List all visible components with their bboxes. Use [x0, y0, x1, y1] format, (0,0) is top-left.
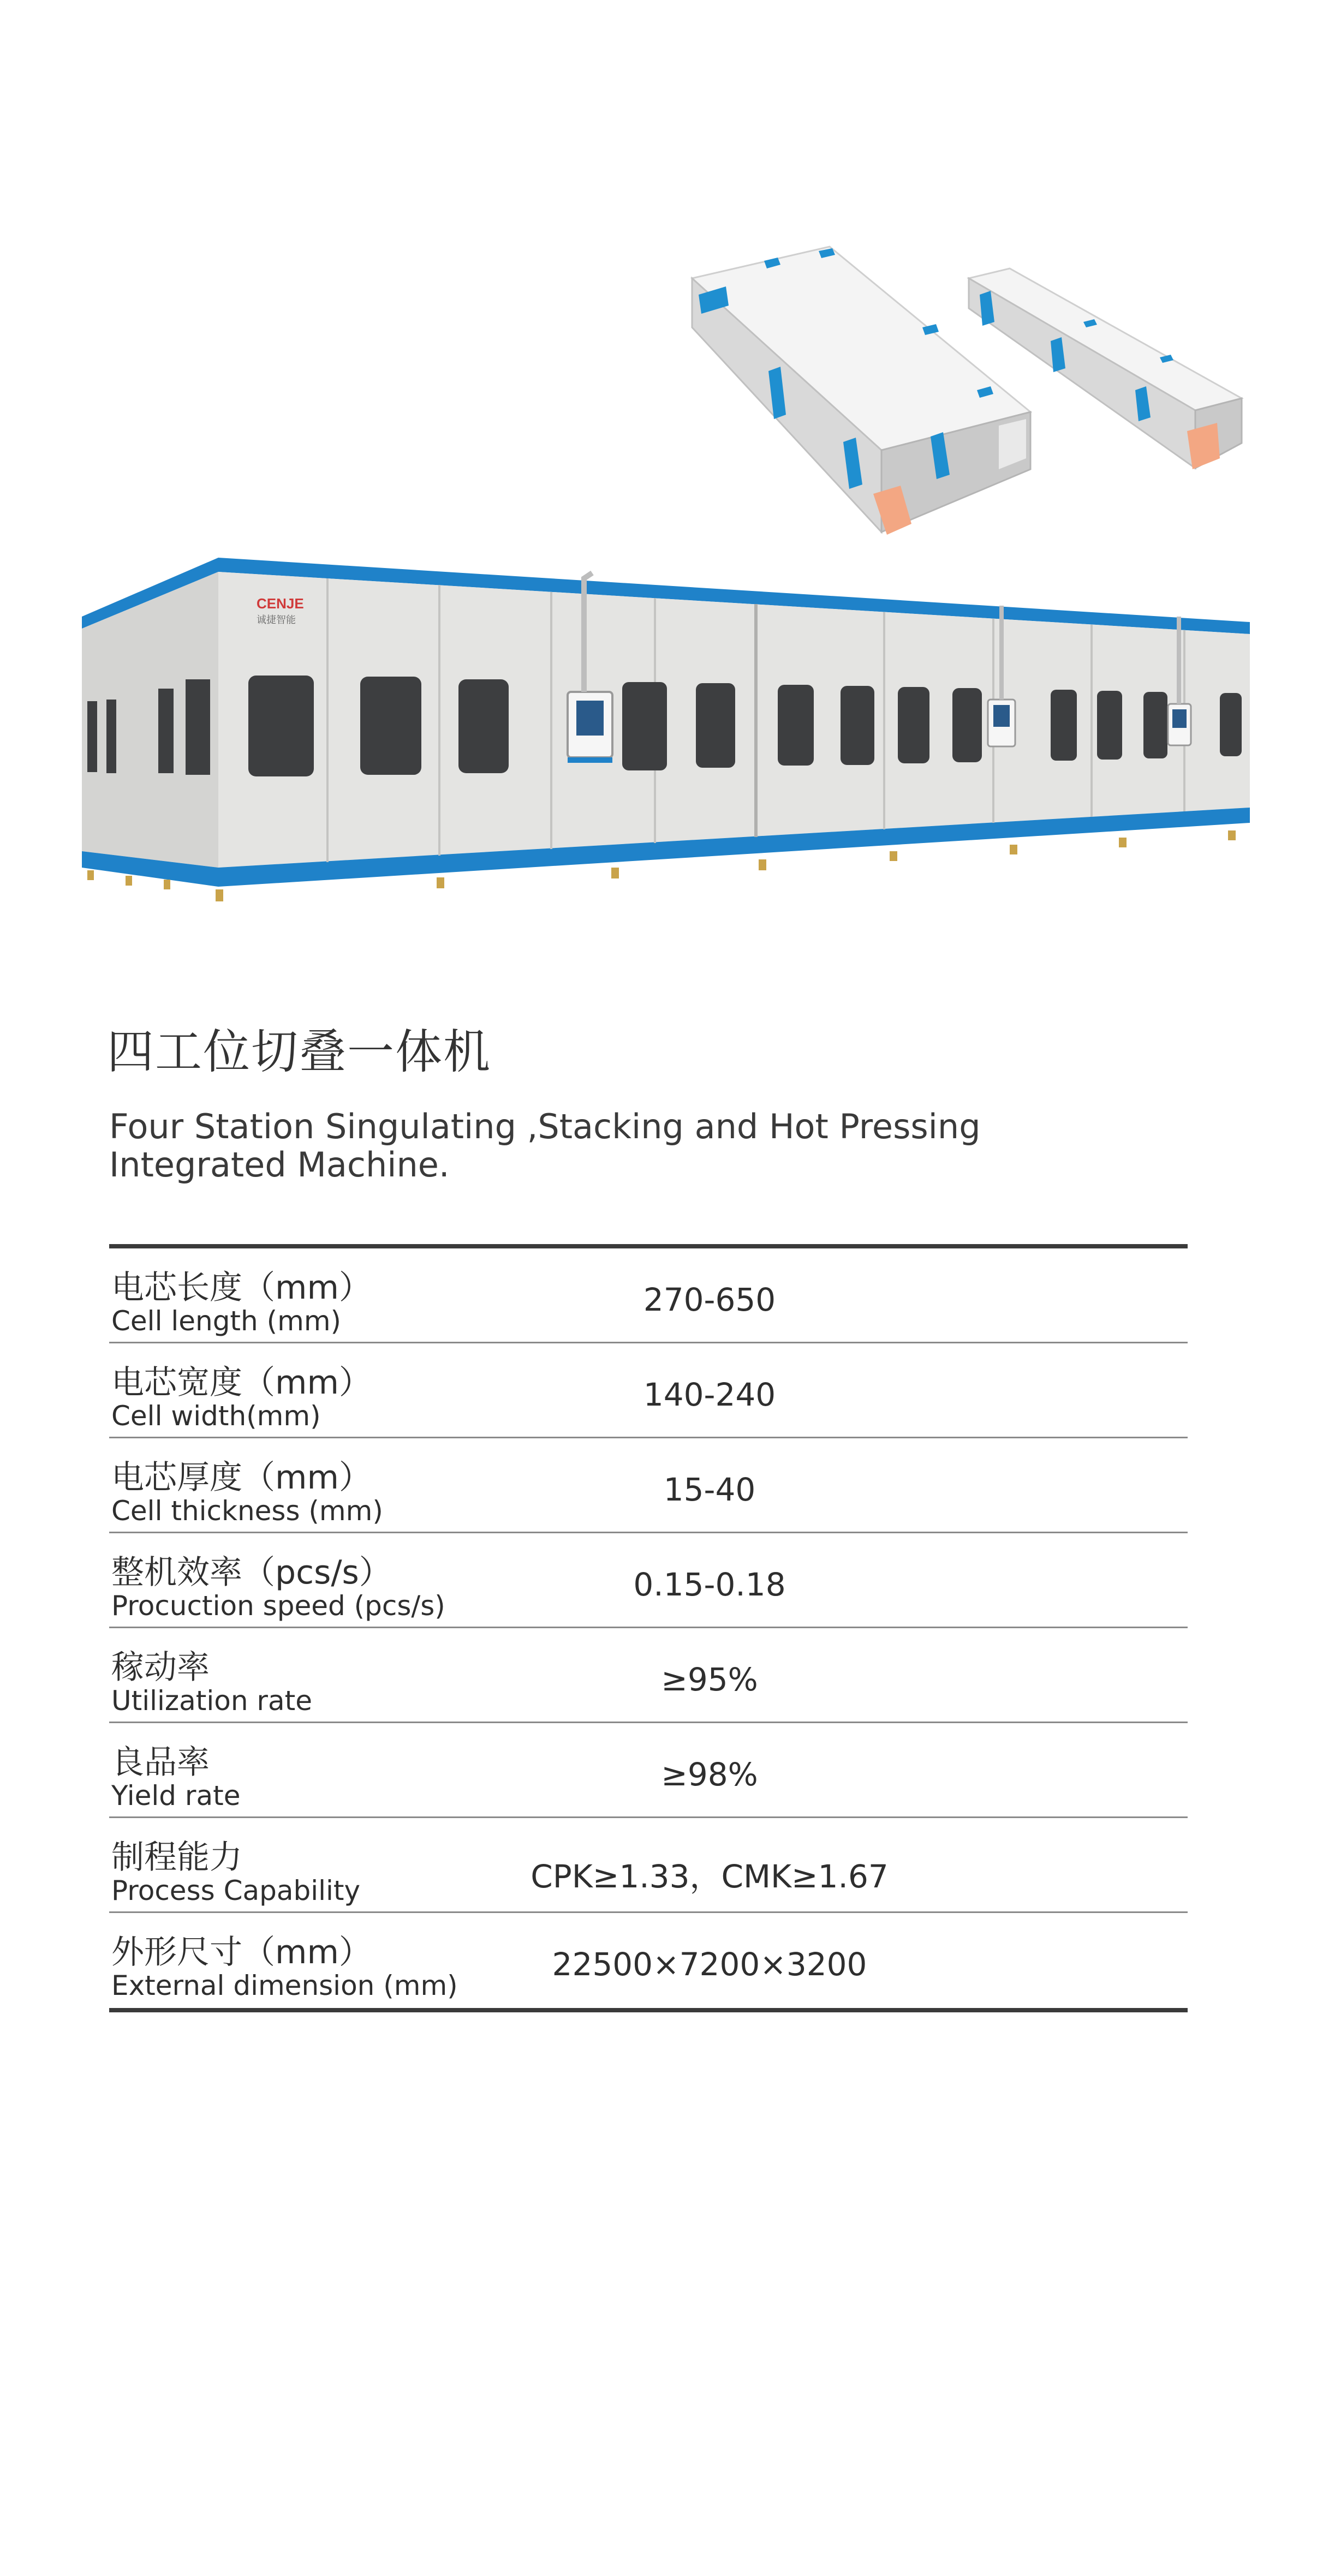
spec-label-en: Utilization rate	[111, 1685, 312, 1717]
spec-row-cell-length	[109, 1248, 1188, 1343]
machine-illustration	[0, 0, 1335, 955]
spec-value: 0.15-0.18	[633, 1566, 786, 1603]
brand-sub: 诚捷智能	[257, 614, 296, 626]
product-title-en-line2: Integrated Machine.	[109, 1145, 450, 1185]
spec-label-en: Procuction speed (pcs/s)	[111, 1590, 445, 1622]
brand-logo: CENJE	[257, 595, 304, 612]
spec-label-cn: 电芯长度（mm）	[111, 1269, 372, 1307]
spec-row-yield-rate	[109, 1723, 1188, 1818]
product-title-cn: 四工位切叠一体机	[107, 1025, 491, 1079]
spec-label-cn: 电芯宽度（mm）	[111, 1364, 372, 1402]
spec-label-en: External dimension (mm)	[111, 1970, 458, 2001]
spec-value: CPK≥1.33，CMK≥1.67	[531, 1858, 889, 1895]
spec-label-en: Cell length (mm)	[111, 1305, 342, 1337]
spec-value: 22500×7200×3200	[552, 1946, 867, 1983]
spec-label-cn: 制程能力	[111, 1838, 242, 1876]
spec-row-production-speed	[109, 1533, 1188, 1628]
spec-row-process-capability	[109, 1818, 1188, 1913]
stacking-machine	[82, 558, 1250, 901]
spec-value: 270-650	[643, 1281, 776, 1318]
spec-value: ≥98%	[661, 1756, 758, 1793]
spec-row-external-dimension	[109, 1913, 1188, 2008]
spec-row-cell-width	[109, 1343, 1188, 1438]
product-title-en-line1: Four Station Singulating ,Stacking and Hot Pressing	[109, 1107, 981, 1146]
spec-label-cn: 电芯厚度（mm）	[111, 1459, 372, 1497]
spec-row-cell-thickness	[109, 1438, 1188, 1533]
spec-table	[109, 1244, 1188, 2012]
spec-label-cn: 稼动率	[111, 1648, 210, 1687]
spec-label-cn: 整机效率（pcs/s）	[111, 1553, 392, 1592]
spec-value: ≥95%	[661, 1661, 758, 1698]
spec-label-en: Cell width(mm)	[111, 1400, 321, 1432]
spec-value: 15-40	[663, 1471, 756, 1508]
spec-label-cn: 外形尺寸（mm）	[111, 1933, 372, 1971]
product-title-en	[109, 1108, 1146, 1184]
spec-value: 140-240	[643, 1376, 776, 1413]
spec-row-utilization-rate	[109, 1628, 1188, 1723]
spec-label-en: Cell thickness (mm)	[111, 1495, 383, 1527]
spec-label-en: Yield rate	[111, 1780, 241, 1812]
spec-label-cn: 良品率	[111, 1743, 210, 1782]
spec-label-en: Process Capability	[111, 1875, 361, 1906]
